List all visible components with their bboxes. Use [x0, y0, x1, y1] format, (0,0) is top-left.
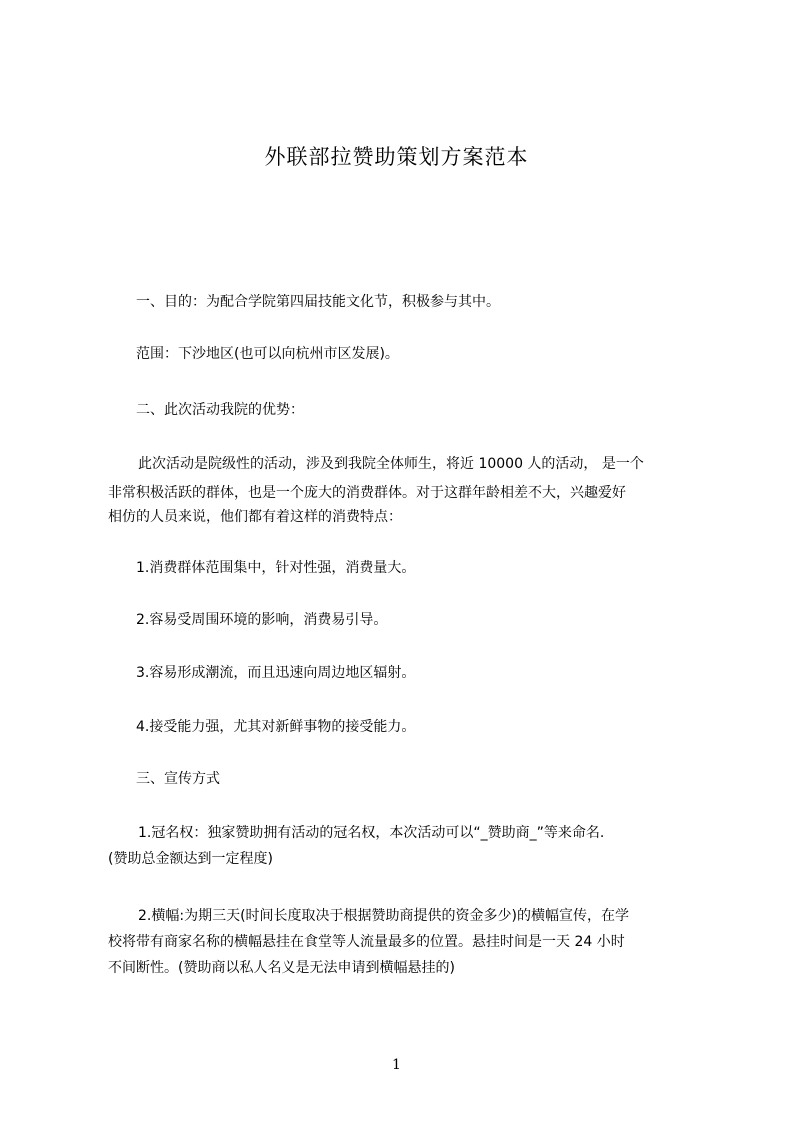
- list-item: 2.容易受周围环境的影响，消费易引导。: [136, 612, 388, 628]
- paragraph-advantages-line: 此次活动是院级性的活动，涉及到我院全体师生，将近 10000 人的活动， 是一个: [138, 456, 644, 472]
- paragraph-advantages-line: 相仿的人员来说，他们都有着这样的消费特点：: [108, 509, 402, 525]
- list-item: 1.消费群体范围集中，针对性强，消费量大。: [136, 560, 416, 576]
- list-item: 4.接受能力强，尤其对新鲜事物的接受能力。: [136, 719, 416, 735]
- section-heading-advantages: 二、此次活动我院的优势：: [136, 402, 304, 418]
- list-item: 3.容易形成潮流，而且迅速向周边地区辐射。: [136, 665, 416, 681]
- paragraph-purpose: 一、目的：为配合学院第四届技能文化节，积极参与其中。: [136, 294, 500, 310]
- document-title: 外联部拉赞助策划方案范本: [264, 145, 529, 169]
- paragraph-banner-line: 不间断性。(赞助商以私人名义是无法申请到横幅悬挂的): [108, 960, 455, 976]
- paragraph-scope: 范围：下沙地区(也可以向杭州市区发展)。: [136, 346, 399, 362]
- paragraph-banner-line: 2.横幅:为期三天(时间长度取决于根据赞助商提供的资金多少)的横幅宣传，在学: [138, 908, 629, 924]
- paragraph-naming-rights-line: (赞助总金额达到一定程度): [108, 851, 273, 867]
- paragraph-advantages-line: 非常积极活跃的群体，也是一个庞大的消费群体。对于这群年龄相差不大，兴趣爱好: [108, 485, 626, 501]
- paragraph-banner-line: 校将带有商家名称的横幅悬挂在食堂等人流量最多的位置。悬挂时间是一天 24 小时: [108, 934, 625, 950]
- section-heading-promotion: 三、宣传方式: [136, 771, 220, 787]
- paragraph-naming-rights-line: 1.冠名权：独家赞助拥有活动的冠名权，本次活动可以“_赞助商_”等来命名.: [138, 825, 605, 841]
- page-number: 1: [392, 1057, 401, 1073]
